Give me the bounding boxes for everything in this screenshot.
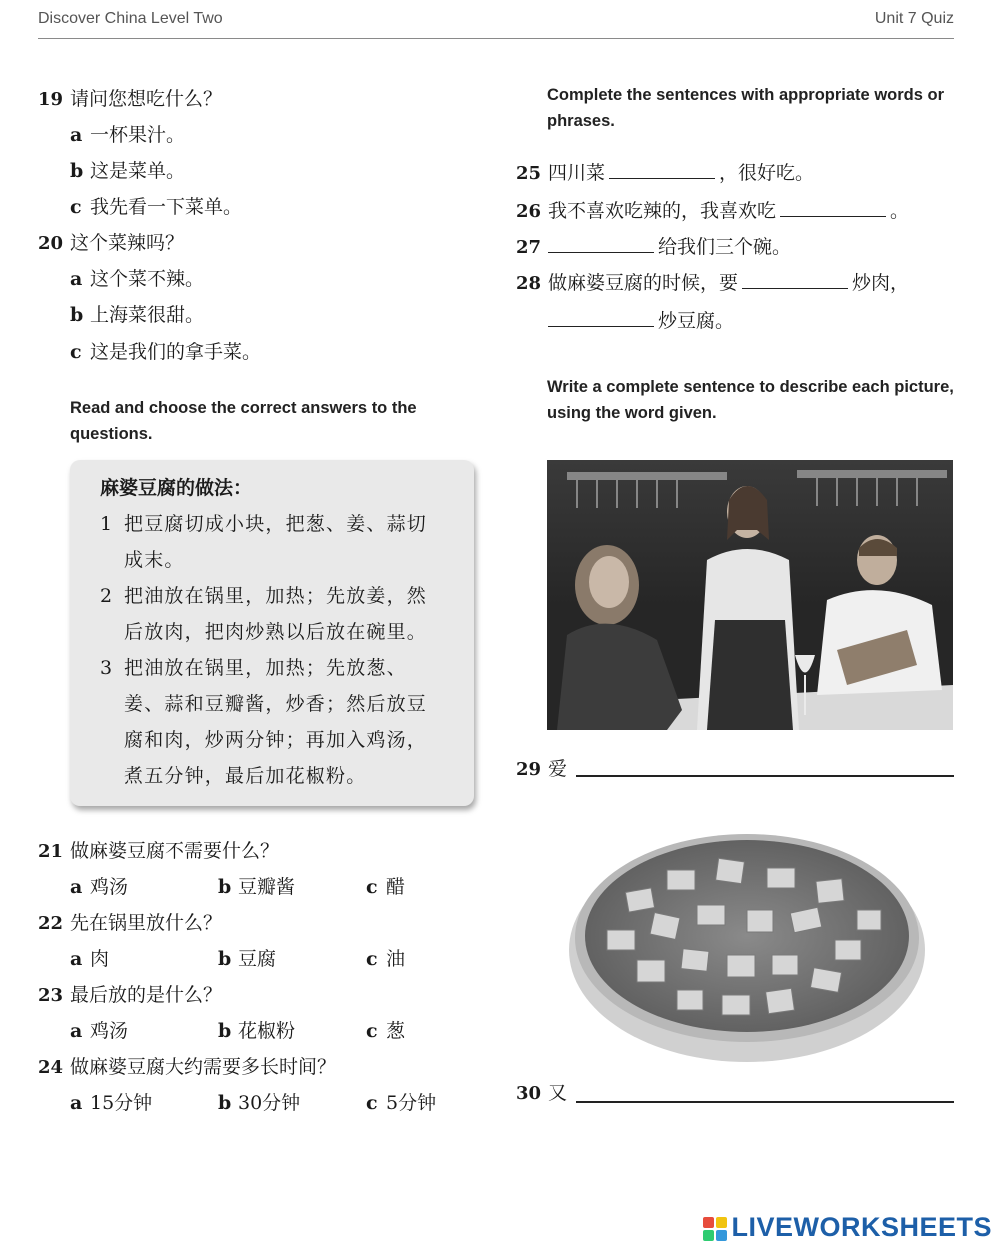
- step-line: 把油放在锅里，加热；先放姜，然: [124, 585, 428, 607]
- liveworksheets-icon: [703, 1217, 727, 1241]
- question-number: 20: [38, 233, 64, 254]
- option-19a[interactable]: [70, 120, 185, 147]
- option-24b[interactable]: [218, 1088, 300, 1115]
- question-text: 做麻婆豆腐大约需要多长时间？: [70, 1056, 337, 1078]
- sentence-part: 做麻婆豆腐的时候，要: [548, 272, 739, 294]
- option-text: 花椒粉: [238, 1020, 296, 1042]
- option-23b[interactable]: [218, 1016, 295, 1043]
- option-letter: a: [70, 268, 83, 290]
- sentence-part: 给我们三个碗。: [658, 236, 792, 258]
- option-24a[interactable]: [70, 1088, 152, 1115]
- reading-instruction: Read and choose the correct answers to the questions.: [70, 399, 417, 443]
- option-20c[interactable]: [70, 337, 261, 364]
- option-21b[interactable]: [218, 872, 295, 899]
- question-number: 22: [38, 913, 64, 934]
- question-29: [516, 754, 567, 781]
- option-text: 油: [386, 948, 406, 970]
- header-divider: [38, 38, 954, 39]
- question-24: [38, 1052, 336, 1079]
- sentence-part: 炒豆腐。: [658, 310, 735, 332]
- option-letter: b: [70, 160, 84, 182]
- option-text: 上海菜很甜。: [90, 304, 205, 326]
- option-letter: a: [70, 876, 83, 898]
- option-text: 这是我们的拿手菜。: [90, 341, 262, 363]
- question-28-line2: [548, 306, 734, 333]
- question-number: 25: [516, 163, 542, 184]
- liveworksheets-logo: [703, 1212, 992, 1243]
- mapo-tofu-photo: [567, 810, 927, 1070]
- option-letter: b: [218, 876, 232, 898]
- sentence-part: 我不喜欢吃辣的，我喜欢吃: [548, 200, 777, 222]
- option-letter: b: [218, 948, 232, 970]
- answer-blank-25[interactable]: [609, 160, 715, 179]
- answer-line-29[interactable]: [576, 775, 954, 777]
- given-word: 又: [548, 1082, 568, 1104]
- option-text: 豆瓣酱: [238, 876, 296, 898]
- sentence-part: 四川菜: [548, 162, 606, 184]
- option-text: 肉: [90, 948, 110, 970]
- step-line: 后放肉，把肉炒熟以后放在碗里。: [124, 621, 428, 643]
- recipe-step-1: [100, 506, 472, 578]
- option-text: 豆腐: [238, 948, 277, 970]
- step-number: 2: [100, 585, 113, 607]
- sentence-part: 炒肉，: [852, 272, 910, 294]
- header-right-title: Unit 7 Quiz: [874, 10, 954, 27]
- option-text: 一杯果汁。: [90, 124, 186, 146]
- step-number: 3: [100, 657, 113, 679]
- option-22a[interactable]: [70, 944, 109, 971]
- header-left-title: Discover China Level Two: [38, 10, 223, 27]
- option-22c[interactable]: [366, 944, 405, 971]
- option-text: 鸡汤: [90, 1020, 129, 1042]
- question-26: [516, 196, 909, 223]
- sentence-part: ，很好吃。: [719, 162, 815, 184]
- step-line: 腐和肉，炒两分钟；再加入鸡汤，: [124, 729, 428, 751]
- option-letter: c: [70, 196, 82, 218]
- step-line: 姜、蒜和豆瓣酱，炒香；然后放豆: [124, 693, 428, 715]
- option-letter: c: [70, 341, 82, 363]
- step-line: 把豆腐切成小块，把葱、姜、蒜切: [124, 513, 428, 535]
- option-21c[interactable]: [366, 872, 405, 899]
- option-19c[interactable]: [70, 192, 242, 219]
- question-20: [38, 228, 184, 255]
- step-line: 煮五分钟，最后加花椒粉。: [124, 765, 367, 787]
- option-letter: a: [70, 948, 83, 970]
- question-text: 请问您想吃什么？: [70, 88, 223, 110]
- restaurant-photo: [547, 460, 953, 730]
- option-text: 这个菜不辣。: [90, 268, 205, 290]
- mapo-tofu-illustration: [567, 810, 927, 1070]
- recipe-step-2: [100, 578, 472, 650]
- question-27: [516, 232, 791, 259]
- question-text: 先在锅里放什么？: [70, 912, 223, 934]
- question-number: 28: [516, 273, 542, 294]
- option-letter: a: [70, 124, 83, 146]
- recipe-title: 麻婆豆腐的做法：: [100, 477, 253, 499]
- option-20a[interactable]: [70, 264, 204, 291]
- option-letter: c: [366, 1020, 378, 1042]
- option-21a[interactable]: [70, 872, 128, 899]
- step-line: 把油放在锅里，加热；先放葱、: [124, 657, 407, 679]
- option-letter: a: [70, 1092, 83, 1114]
- option-letter: b: [70, 304, 84, 326]
- recipe-step-3: [100, 650, 472, 794]
- option-letter: c: [366, 948, 378, 970]
- option-23a[interactable]: [70, 1016, 128, 1043]
- option-24c[interactable]: [366, 1088, 436, 1115]
- question-number: 30: [516, 1083, 542, 1104]
- option-letter: b: [218, 1092, 232, 1114]
- step-line: 成末。: [124, 549, 185, 571]
- question-number: 29: [516, 759, 542, 780]
- question-23: [38, 980, 222, 1007]
- step-number: 1: [100, 513, 113, 535]
- question-number: 27: [516, 237, 542, 258]
- answer-blank-28a[interactable]: [742, 270, 848, 289]
- answer-blank-27[interactable]: [548, 234, 654, 253]
- question-number: 23: [38, 985, 64, 1006]
- question-28: [516, 268, 909, 295]
- option-23c[interactable]: [366, 1016, 405, 1043]
- option-text: 30分钟: [238, 1092, 301, 1114]
- answer-blank-28b[interactable]: [548, 308, 654, 327]
- sentence-part: 。: [890, 200, 910, 222]
- question-text: 做麻婆豆腐不需要什么？: [70, 840, 280, 862]
- question-number: 24: [38, 1057, 64, 1078]
- question-number: 21: [38, 841, 64, 862]
- question-30: [516, 1078, 567, 1105]
- option-19b[interactable]: [70, 156, 185, 183]
- answer-blank-26[interactable]: [780, 198, 886, 217]
- option-letter: c: [366, 1092, 378, 1114]
- fill-instruction: Complete the sentences with appropriate words or phrases.: [547, 86, 944, 130]
- option-letter: c: [366, 876, 378, 898]
- question-number: 26: [516, 201, 542, 222]
- question-number: 19: [38, 89, 64, 110]
- question-19: [38, 84, 222, 111]
- given-word: 爱: [548, 758, 568, 780]
- restaurant-illustration: [547, 460, 953, 730]
- question-21: [38, 836, 279, 863]
- question-text: 这个菜辣吗？: [70, 232, 185, 254]
- option-20b[interactable]: [70, 300, 204, 327]
- question-text: 最后放的是什么？: [70, 984, 223, 1006]
- answer-line-30[interactable]: [576, 1101, 954, 1103]
- option-text: 这是菜单。: [90, 160, 186, 182]
- option-text: 醋: [386, 876, 406, 898]
- option-text: 鸡汤: [90, 876, 129, 898]
- option-22b[interactable]: [218, 944, 276, 971]
- question-25: [516, 158, 814, 185]
- option-letter: a: [70, 1020, 83, 1042]
- liveworksheets-wordmark: LIVEWORKSHEETS: [731, 1212, 992, 1242]
- question-22: [38, 908, 222, 935]
- option-letter: b: [218, 1020, 232, 1042]
- option-text: 15分钟: [90, 1092, 153, 1114]
- option-text: 5分钟: [386, 1092, 437, 1114]
- option-text: 我先看一下菜单。: [90, 196, 243, 218]
- picture-instruction: Write a complete sentence to describe each picture, using the word given.: [547, 378, 954, 422]
- option-text: 葱: [386, 1020, 406, 1042]
